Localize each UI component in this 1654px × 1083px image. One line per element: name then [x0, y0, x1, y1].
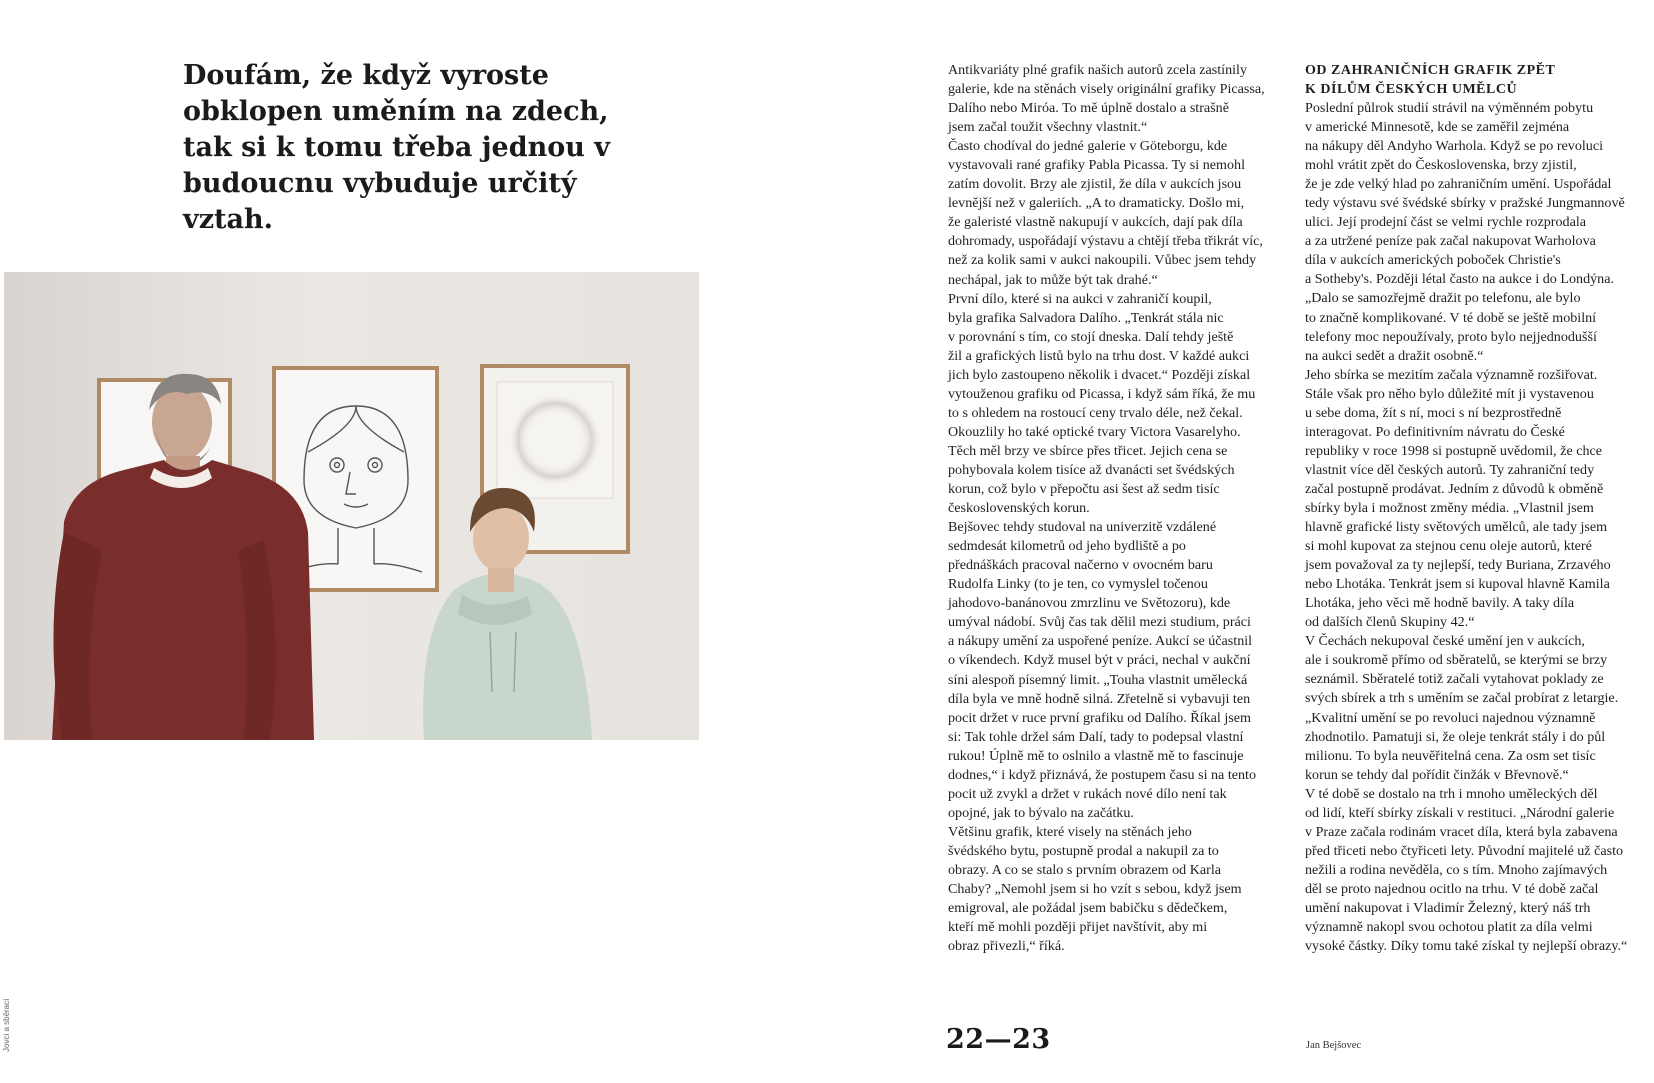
- paragraph: Většinu grafik, které visely na stěnách jeho švédského bytu, postupně prodal a nakupil za to obrazy. A co se stalo s prvním obrazem od Karla Chaby? „Nemohl jsem si ho vzít s sebou, když jsem emigroval, ale požádal jsem babičku s dědečkem, kteří mě mohli později přijet navštívit, aby mi obraz přivezli,“ říká.: [948, 823, 1242, 955]
- page-numbers: 22—23: [946, 1024, 1051, 1055]
- running-footer-name: Jan Bejšovec: [1306, 1040, 1362, 1051]
- paragraph: V Čechách nekupoval české umění jen v aukcích, ale i soukromě přímo od sběratelů, se kterými se brzy seznámil. Sběratelé totiž začali vytahovat poklady ze svých sbírek a trh s uměním se začal probírat z letargie. „Kvalitní umění se po revoluci najednou významně zhodnotilo. Pamatuji si, že oleje tenkrát stály i do půl milionu. To byla neuvěřitelná cena. Za osm set tisíc korun se tehdy dal pořídit činžák v Břevnově.“: [1305, 633, 1619, 783]
- paragraph: V té době se dostalo na trh i mnoho uměleckých děl od lidí, kteří sbírky získali v restituci. „Národní galerie v Praze začala rodinám vracet díla, která byla zabavena před třiceti nebo čtyřiceti lety. Původní majitelé už často nežili a rodina nevěděla, co s tím. Mnoho zajímavých děl se proto najednou ocitlo na trhu. V té době začal umění nakupovat i Vladimír Železný, který náš trh významně nakopl svou ochotou platit za díla velmi vysoké částky. Díky tomu také získal ty nejlepší obrazy.“: [1305, 785, 1628, 955]
- paragraph: Antikvariáty plné grafik našich autorů zcela zastínily galerie, kde na stěnách visely originální grafiky Picassa, Dalího nebo Miróa. To mě úplně dostalo a strašně jsem začal toužit všechny vlastnit.“: [948, 62, 1265, 136]
- pull-quote: Doufám, že když vyroste obklopen uměním na zdech, tak si k tomu třeba jednou v budoucnu vybuduje určitý vztah.: [183, 60, 610, 235]
- section-heading: OD ZAHRANIČNÍCH GRAFIK ZPĚT K DÍLŮM ČESKÝCH UMĚLCŮ: [1305, 63, 1556, 97]
- page-gutter: [827, 0, 828, 1083]
- article-column-2: [1305, 61, 1650, 956]
- side-label: Jovci a sběrací: [2, 998, 11, 1052]
- article-column-1: [948, 61, 1293, 956]
- paragraph: Jeho sbírka se mezitím začala významně rozšiřovat. Stále však pro něho bylo důležité mít ji vystavenou u sebe doma, žít s ní, moci s ní bezprostředně interagovat. Po definitivním návratu do České republiky v roce 1998 si postupně uvědomil, že chce vlastnit více děl českých autorů. Ty zahraniční tedy začal postupně prodávat. Jedním z důvodů k obměně sbírky byla i možnost změny média. „Vlastnil jsem hlavně grafické listy světových umělců, ale tady jsem si mohl kupovat za stejnou cenu oleje autorů, které jsem považoval za ty nejlepší, tedy Buriana, Zrzavého nebo Lhotáka. Tenkrát jsem si kupoval hlavně Kamila Lhotáka, jeho věci mě hodně bavily. A taky díla od dalších členů Skupiny 42.“: [1305, 366, 1611, 631]
- paragraph: První dílo, které si na aukci v zahraničí koupil, byla grafika Salvadora Dalího. „Tenkrát stála nic v porovnání s tím, co stojí dneska. Dalí tehdy ještě žil a grafických listů bylo na trhu dost. V každé aukci jich bylo zastoupeno několik i dvacet.“ Později získal vytouženou grafiku od Picassa, i když sám říká, že mu to s ohledem na rostoucí ceny trvalo déle, než čekal. Okouzlily ho také optické tvary Victora Vasarelyho. Těch měl brzy ve sbírce přes třicet. Jejich cena se pohybovala kolem tisíce až dvanácti set švédských korun, což bylo v přepočtu asi šest až sedm tisíc československých korun.: [948, 290, 1256, 517]
- paragraph: Poslední půlrok studií strávil na výměnném pobytu v americké Minnesotě, kde se zaměřil zejména na nákupy děl Andyho Warhola. Když se po revoluci mohl vrátit zpět do Československa, brzy zjistil, že je zde velký hlad po zahraničním umění. Uspořádal tedy výstavu své švédské sbírky v pražské Jungmannově ulici. Její prodejní část se velmi rychle rozprodala a za utržené peníze pak začal nakupovat Warholova díla v aukcích amerických poboček Christie's a Sotheby's. Později létal často na aukce i do Londýna. „Dalo se samozřejmě dražit po telefonu, ale bylo to značně komplikované. V té době se ještě mobilní telefony moc nepoužívaly, proto bylo nejjednodušší na aukci sedět a dražit osobně.“: [1305, 100, 1625, 364]
- paragraph: Často chodíval do jedné galerie v Göteborgu, kde vystavovali rané grafiky Pabla Picassa. Ty si nemohl zatím dovolit. Brzy ale zjistil, že díla v aukcích jsou levnější než v galeriích. „A to dramaticky. Došlo mi, že galeristé vlastně nakupují v aukcích, dají pak díla dohromady, uspořádají výstavu a chtějí třeba třikrát víc, než za kolik sami v aukci nakoupili. Vůbec jsem tehdy nechápal, jak to může být tak drahé.“: [948, 138, 1263, 288]
- portrait-photo: [4, 272, 699, 740]
- paragraph: Bejšovec tehdy studoval na univerzitě vzdálené sedmdesát kilometrů od jeho bydliště a po přednáškách pracoval načerno v ovocném baru Rudolfa Linky (to je ten, co vymyslel točenou jahodovo-banánovou zmrzlinu ve Světozoru), kde umýval nádobí. Svůj čas tak dělil mezi studium, práci a nákupy umění za uspořené peníze. Aukcí se účastnil o víkendech. Když musel být v práci, nechal v aukční síni alespoň písemný limit. „Touha vlastnit umělecká díla byla ve mně hodně silná. Zřetelně si vybavuji ten pocit držet v ruce první grafiku od Dalího. Říkal jsem si: Tak tohle držel sám Dalí, tady to podepsal vlastní rukou! Úplně mě to oslnilo a vlastně mě to fascinuje dodnes,“ i když přiznává, že postupem času si na tento pocit už zvykl a držet v rukách nové dílo není tak opojné, jak to bývalo na začátku.: [948, 519, 1257, 821]
